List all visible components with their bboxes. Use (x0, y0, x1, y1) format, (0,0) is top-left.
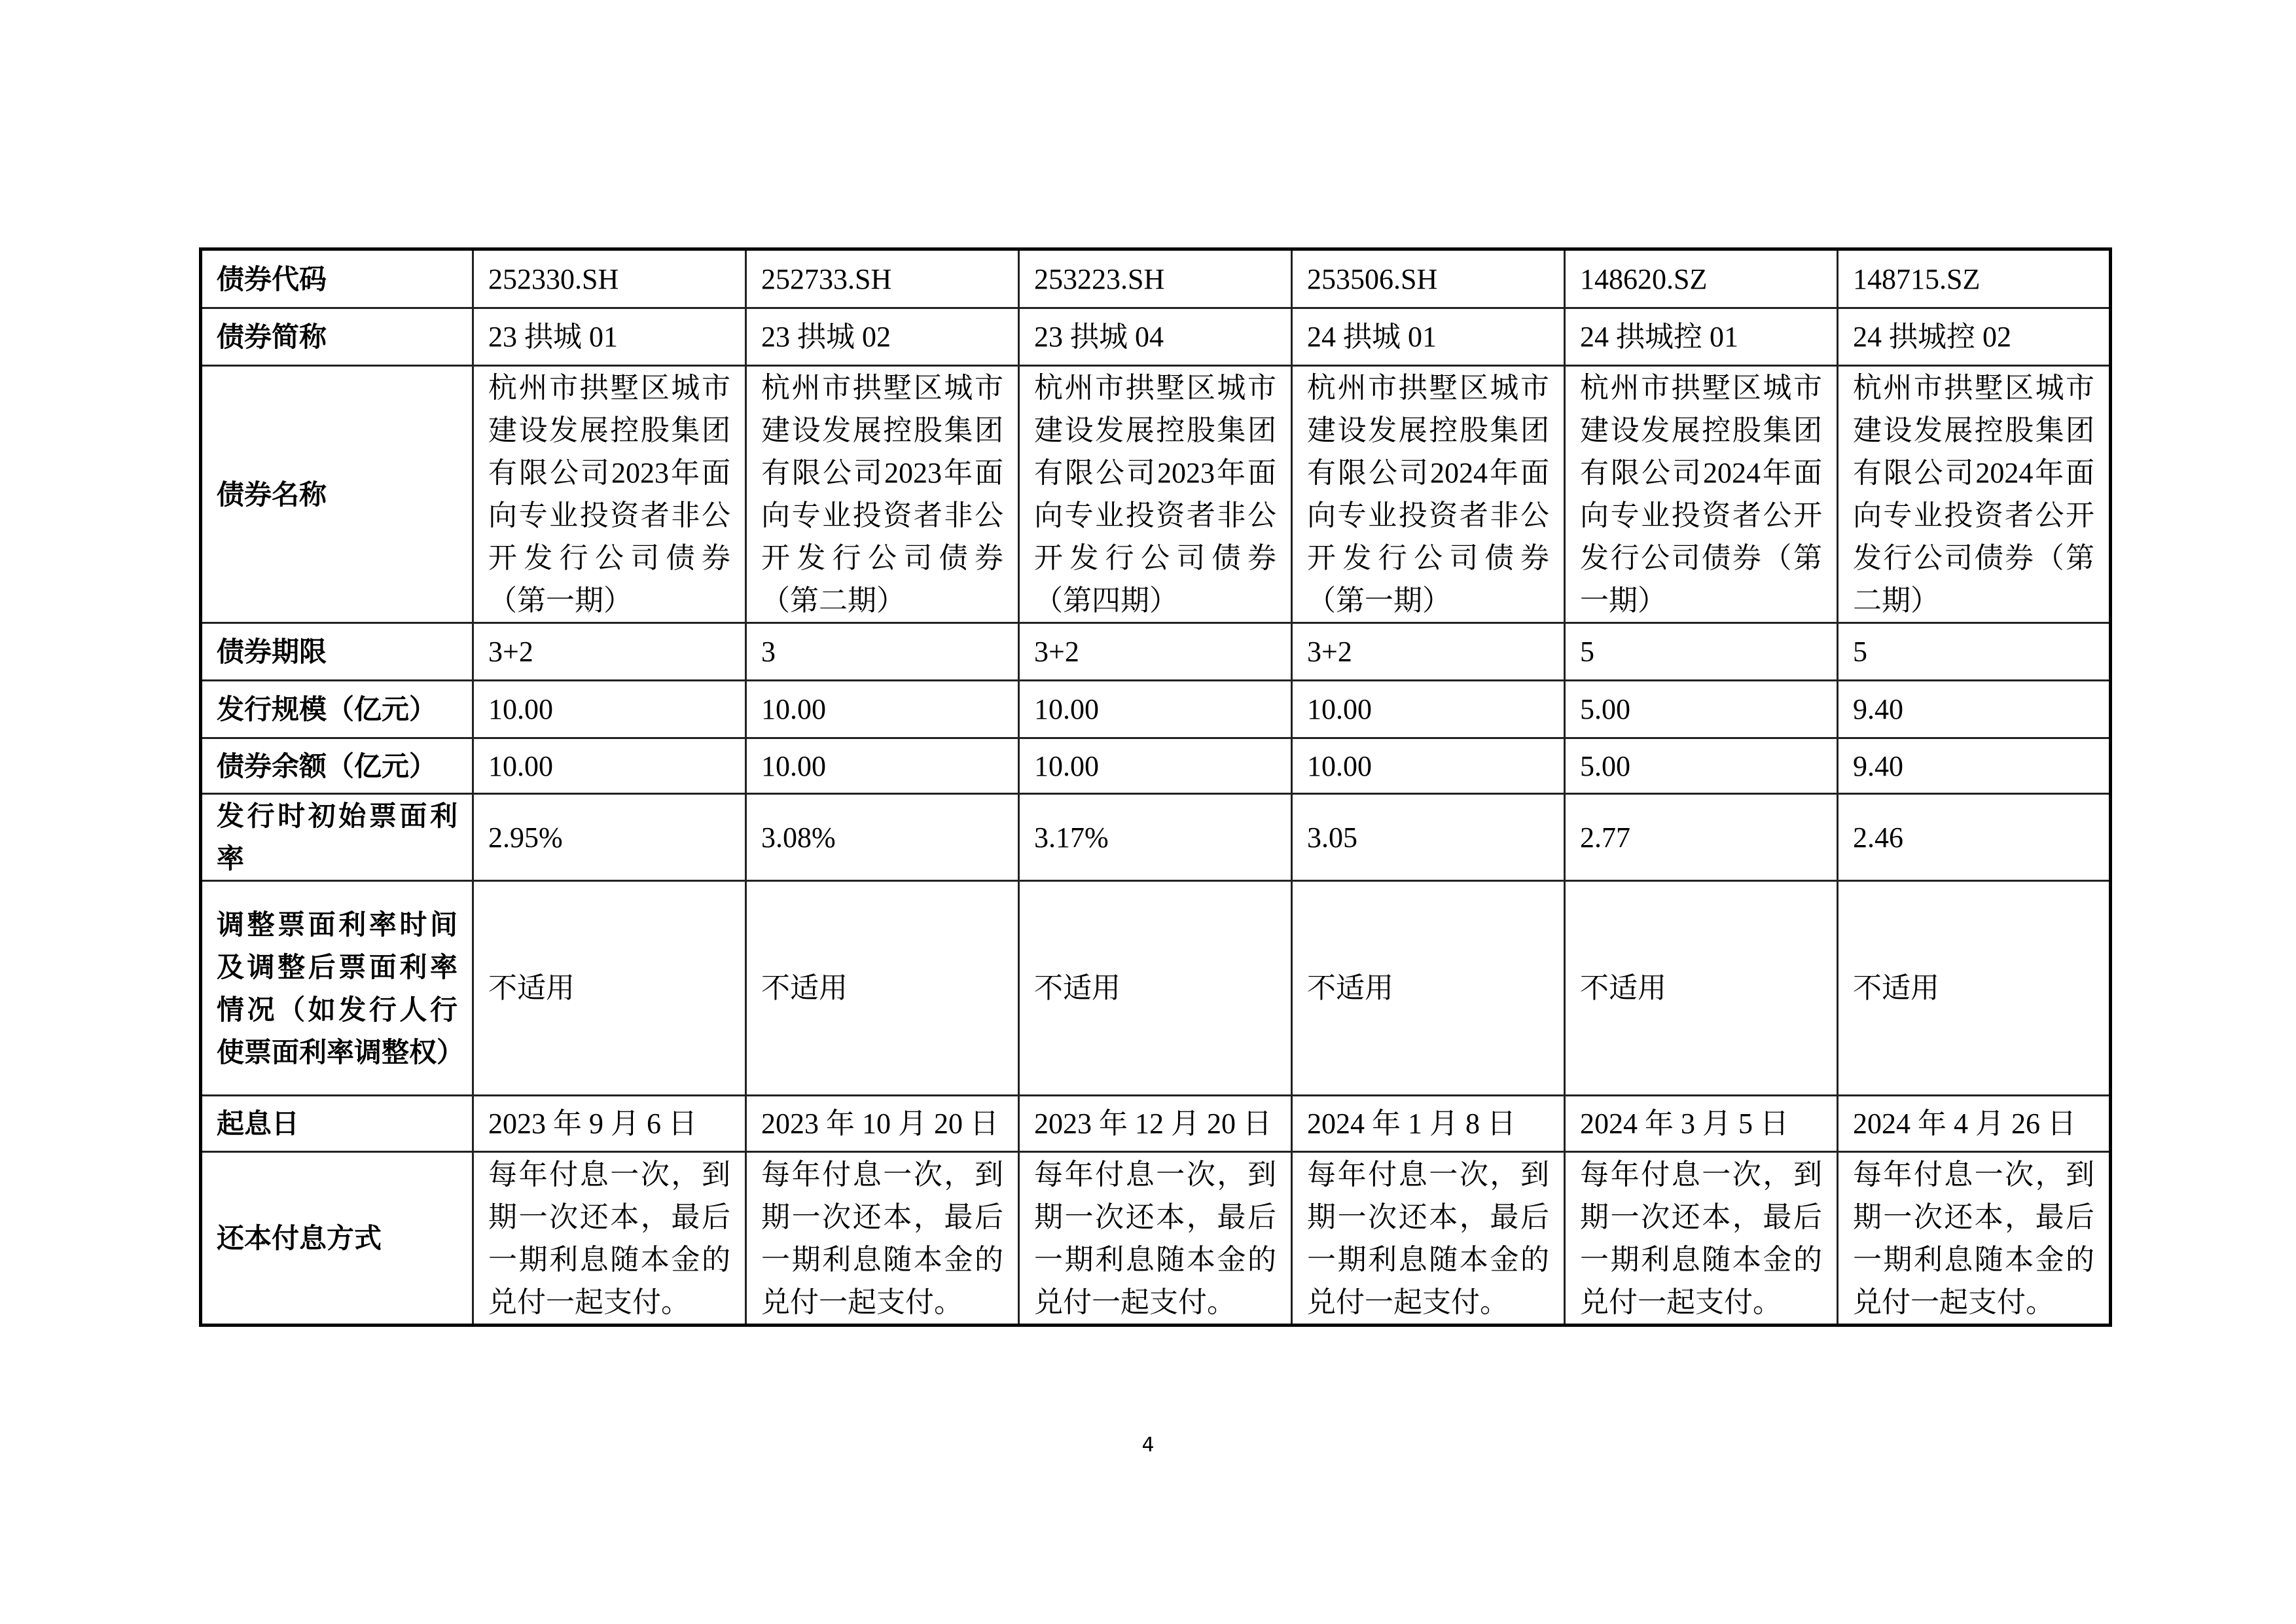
table-cell: 不适用 (1292, 881, 1565, 1096)
table-cell: 2024 年 3 月 5 日 (1565, 1096, 1838, 1152)
bond-info-table (199, 247, 2112, 1327)
table-cell: 不适用 (1565, 881, 1838, 1096)
table-cell: 杭州市拱墅区城市建设发展控股集团有限公司2023年面向专业投资者非公开发行公司债券（第二期） (746, 366, 1019, 623)
table-cell: 2023 年 9 月 6 日 (473, 1096, 746, 1152)
table-row-issue-size (201, 681, 2111, 738)
table-cell: 253223.SH (1019, 249, 1292, 308)
table-cell: 杭州市拱墅区城市建设发展控股集团有限公司2023年面向专业投资者非公开发行公司债券（第一期） (473, 366, 746, 623)
table-cell: 每年付息一次，到期一次还本，最后一期利息随本金的兑付一起支付。 (1565, 1152, 1838, 1326)
page-number: 4 (1141, 1434, 1155, 1456)
table-cell: 23 拱城 01 (473, 308, 746, 366)
table-cell: 2.95% (473, 794, 746, 881)
table-cell: 148620.SZ (1565, 249, 1838, 308)
table-cell: 3 (746, 623, 1019, 681)
table-cell: 24 拱城控 02 (1838, 308, 2111, 366)
table-row-bond-term (201, 623, 2111, 681)
table-cell: 2023 年 12 月 20 日 (1019, 1096, 1292, 1152)
table-cell: 10.00 (1019, 738, 1292, 794)
table-cell: 10.00 (746, 738, 1019, 794)
table-cell: 5 (1565, 623, 1838, 681)
table-cell: 2.46 (1838, 794, 2111, 881)
table-cell: 每年付息一次，到期一次还本，最后一期利息随本金的兑付一起支付。 (1838, 1152, 2111, 1326)
table-cell: 24 拱城 01 (1292, 308, 1565, 366)
row-label: 发行规模（亿元） (201, 681, 473, 738)
row-label: 还本付息方式 (201, 1152, 473, 1326)
table-cell: 148715.SZ (1838, 249, 2111, 308)
table-cell: 每年付息一次，到期一次还本，最后一期利息随本金的兑付一起支付。 (1019, 1152, 1292, 1326)
table-cell: 2024 年 4 月 26 日 (1838, 1096, 2111, 1152)
table-row-value-date (201, 1096, 2111, 1152)
table-cell: 23 拱城 02 (746, 308, 1019, 366)
row-label: 调整票面利率时间及调整后票面利率情况（如发行人行使票面利率调整权） (201, 881, 473, 1096)
table-cell: 24 拱城控 01 (1565, 308, 1838, 366)
table-row-bond-balance (201, 738, 2111, 794)
table-row-repayment-method (201, 1152, 2111, 1326)
table-cell: 3.17% (1019, 794, 1292, 881)
table-cell: 2023 年 10 月 20 日 (746, 1096, 1019, 1152)
table-cell: 253506.SH (1292, 249, 1565, 308)
row-label: 债券简称 (201, 308, 473, 366)
table-row-coupon-adjustment (201, 881, 2111, 1096)
table-cell: 10.00 (1292, 738, 1565, 794)
table-cell: 3.05 (1292, 794, 1565, 881)
table-cell: 5.00 (1565, 681, 1838, 738)
table-cell: 9.40 (1838, 681, 2111, 738)
table-cell: 252733.SH (746, 249, 1019, 308)
table-cell: 每年付息一次，到期一次还本，最后一期利息随本金的兑付一起支付。 (1292, 1152, 1565, 1326)
table-cell: 3+2 (1292, 623, 1565, 681)
table-row-bond-code (201, 249, 2111, 308)
table-cell: 2.77 (1565, 794, 1838, 881)
row-label: 起息日 (201, 1096, 473, 1152)
table-cell: 10.00 (1292, 681, 1565, 738)
table-cell: 10.00 (473, 738, 746, 794)
table-cell: 3+2 (1019, 623, 1292, 681)
table-cell: 不适用 (746, 881, 1019, 1096)
table-cell: 252330.SH (473, 249, 746, 308)
table-cell: 2024 年 1 月 8 日 (1292, 1096, 1565, 1152)
row-label: 发行时初始票面利率 (201, 794, 473, 881)
table-cell: 3.08% (746, 794, 1019, 881)
table-cell: 10.00 (1019, 681, 1292, 738)
table-cell: 10.00 (473, 681, 746, 738)
table-cell: 每年付息一次，到期一次还本，最后一期利息随本金的兑付一起支付。 (473, 1152, 746, 1326)
table-cell: 10.00 (746, 681, 1019, 738)
table-cell: 5 (1838, 623, 2111, 681)
table-cell: 不适用 (1838, 881, 2111, 1096)
table-row-bond-full-name (201, 366, 2111, 623)
table-cell: 每年付息一次，到期一次还本，最后一期利息随本金的兑付一起支付。 (746, 1152, 1019, 1326)
row-label: 债券代码 (201, 249, 473, 308)
table-cell: 5.00 (1565, 738, 1838, 794)
row-label: 债券名称 (201, 366, 473, 623)
table-cell: 不适用 (473, 881, 746, 1096)
table-cell: 杭州市拱墅区城市建设发展控股集团有限公司2024年面向专业投资者非公开发行公司债券（第一期） (1292, 366, 1565, 623)
table-row-initial-coupon-rate (201, 794, 2111, 881)
table-cell: 不适用 (1019, 881, 1292, 1096)
table-cell: 23 拱城 04 (1019, 308, 1292, 366)
row-label: 债券余额（亿元） (201, 738, 473, 794)
row-label: 债券期限 (201, 623, 473, 681)
table-cell: 杭州市拱墅区城市建设发展控股集团有限公司2023年面向专业投资者非公开发行公司债券（第四期） (1019, 366, 1292, 623)
table-cell: 3+2 (473, 623, 746, 681)
table-cell: 杭州市拱墅区城市建设发展控股集团有限公司2024年面向专业投资者公开发行公司债券（第二期） (1838, 366, 2111, 623)
table-cell: 杭州市拱墅区城市建设发展控股集团有限公司2024年面向专业投资者公开发行公司债券（第一期） (1565, 366, 1838, 623)
table-cell: 9.40 (1838, 738, 2111, 794)
table-row-bond-short-name (201, 308, 2111, 366)
